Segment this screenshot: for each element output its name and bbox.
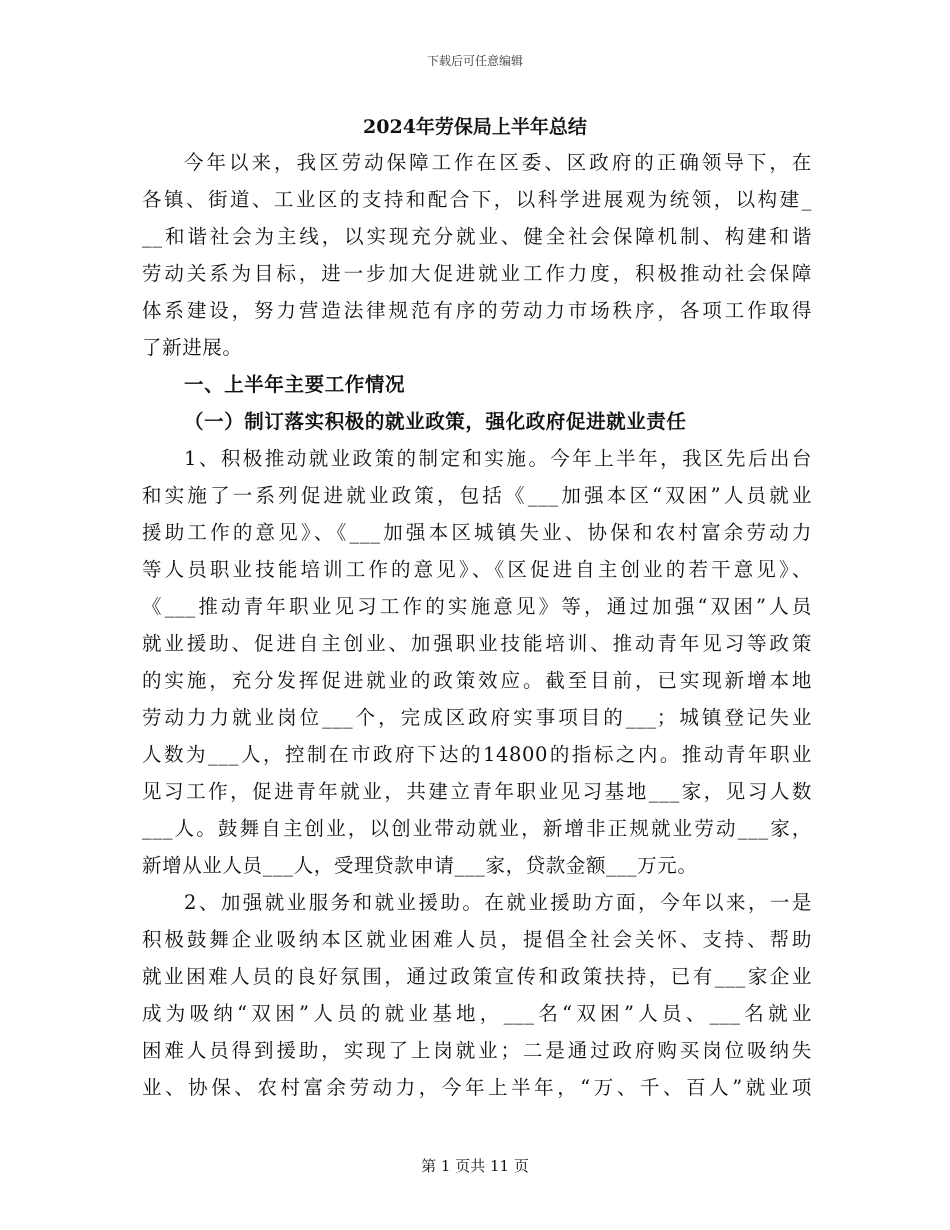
page-footer: 第 1 页共 11 页 [421, 1157, 529, 1175]
body-line: 体系建设，努力营造法律规范有序的劳动力市场秩序，各项工作取得 [142, 299, 812, 322]
body-line: 援助工作的意见》、《___加强本区城镇失业、协保和农村富余劳动力 [142, 521, 812, 544]
body-line: 成为吸纳“双困”人员的就业基地，___名“双困”人员、___名就业 [142, 1002, 812, 1025]
body-line: 劳动关系为目标，进一步加大促进就业工作力度，积极推动社会保障 [142, 262, 812, 285]
section-heading: 一、上半年主要工作情况 [184, 373, 406, 396]
body-line: 2、加强就业服务和就业援助。在就业援助方面，今年以来，一是 [184, 891, 812, 914]
header-note: 下载后可任意编辑 [426, 54, 523, 68]
body-line: ___人。鼓舞自主创业，以创业带动就业，新增非正规就业劳动___家， [142, 817, 812, 840]
body-line: 就业援助、促进自主创业、加强职业技能培训、推动青年见习等政策 [142, 632, 812, 655]
body-line: 等人员职业技能培训工作的意见》、《区促进自主创业的若干意见》、 [142, 558, 812, 581]
document-body [142, 144, 812, 1106]
body-line: 和实施了一系列促进就业政策，包括《___加强本区“双困”人员就业 [142, 484, 812, 507]
body-line: 今年以来，我区劳动保障工作在区委、区政府的正确领导下，在 [184, 151, 812, 174]
page-title: 2024年劳保局上半年总结 [363, 116, 587, 138]
body-line: 《___推动青年职业见习工作的实施意见》等，通过加强“双困”人员 [142, 595, 812, 618]
body-line: 见习工作，促进青年就业，共建立青年职业见习基地___家，见习人数 [142, 780, 812, 803]
body-line: 1、积极推动就业政策的制定和实施。今年上半年，我区先后出台 [184, 447, 812, 470]
subsection-heading: （一）制订落实积极的就业政策，强化政府促进就业责任 [184, 410, 687, 433]
body-line: 各镇、街道、工业区的支持和配合下，以科学进展观为统领，以构建_ [142, 188, 812, 211]
body-line: 新增从业人员___人，受理贷款申请___家，贷款金额___万元。 [142, 854, 698, 877]
body-line: 积极鼓舞企业吸纳本区就业困难人员，提倡全社会关怀、支持、帮助 [142, 928, 812, 951]
body-line: 就业困难人员的良好氛围，通过政策宣传和政策扶持，已有___家企业 [142, 965, 812, 988]
body-line: 了新进展。 [142, 336, 243, 359]
body-line: 人数为___人，控制在市政府下达的14800的指标之内。推动青年职业 [142, 743, 812, 766]
body-line: 业、协保、农村富余劳动力，今年上半年，“万、千、百人”就业项 [142, 1076, 812, 1099]
body-line: 的实施，充分发挥促进就业的政策效应。截至目前，已实现新增本地 [142, 669, 812, 692]
body-line: __和谐社会为主线，以实现充分就业、健全社会保障机制、构建和谐 [142, 225, 812, 248]
body-line: 劳动力力就业岗位___个，完成区政府实事项目的___；城镇登记失业 [142, 706, 812, 729]
body-line: 困难人员得到援助，实现了上岗就业；二是通过政府购买岗位吸纳失 [142, 1039, 812, 1062]
